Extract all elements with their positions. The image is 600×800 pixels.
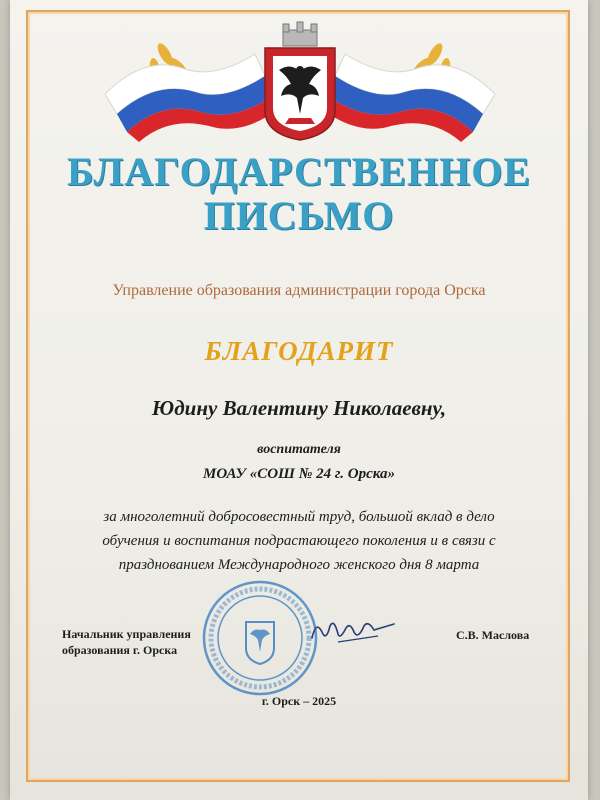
issuer-organization: Управление образования администрации города Орска	[112, 282, 486, 299]
place-date: г. Орск – 2025	[261, 694, 337, 708]
title-line-2: ПИСЬМО	[203, 193, 395, 238]
reason-line: обучения и воспитания подрастающего поколения и в связи с	[102, 533, 496, 549]
recipient-position: воспитателя	[257, 442, 341, 457]
reason-text	[70, 505, 528, 577]
signatory-title	[62, 626, 222, 658]
signatory-name: С.В. Маслова	[456, 628, 530, 642]
recipient-organization: МОАУ «СОШ № 24 г. Орска»	[203, 466, 395, 482]
signatory-title-line: Начальник управления	[62, 627, 191, 641]
signatory-title-line: образования г. Орска	[62, 643, 178, 657]
thanks-heading: БЛАГОДАРИТ	[204, 336, 394, 366]
title-line-1: БЛАГОДАРСТВЕННОЕ	[67, 149, 531, 194]
reason-line: празднованием Международного женского дня 8 марта	[118, 557, 480, 573]
reason-line: за многолетний добросовестный труд, большой вклад в дело	[103, 509, 495, 525]
orsk-coat-of-arms-with-flags-icon	[105, 14, 495, 142]
handwritten-signature-icon	[308, 612, 398, 648]
blue-round-seal-icon	[200, 578, 320, 698]
recipient-name: Юдину Валентину Николаевну,	[151, 396, 447, 420]
certificate-page	[10, 0, 588, 800]
